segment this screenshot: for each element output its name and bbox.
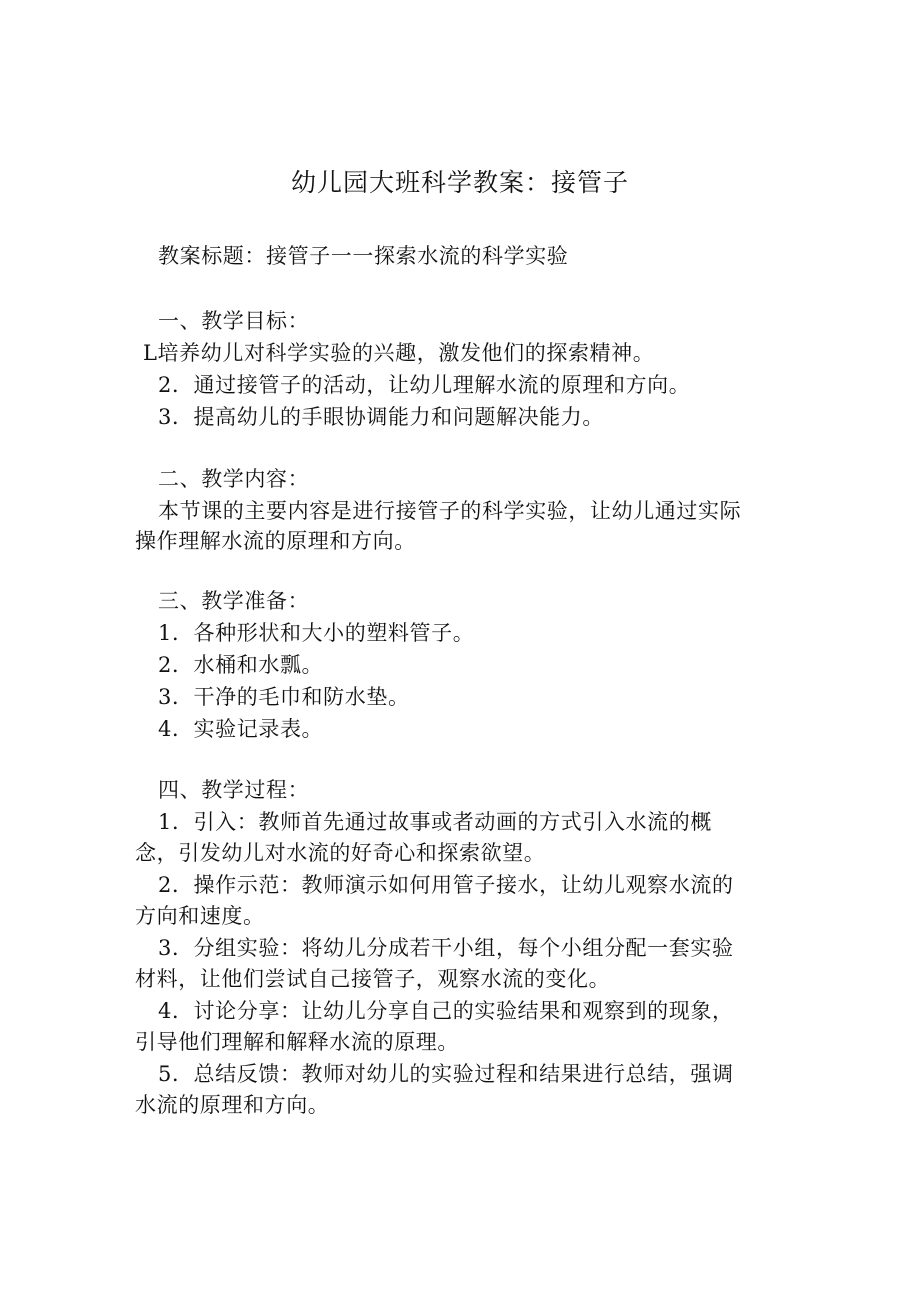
process-step-2-line-1: 2．操作示范：教师演示如何用管子接水，让幼儿观察水流的 bbox=[158, 873, 734, 897]
process-step-4-line-1: 4．讨论分享：让幼儿分享自己的实验结果和观察到的现象， bbox=[158, 999, 734, 1023]
process-step-3-line-2: 材料，让他们尝试自己接管子，观察水流的变化。 bbox=[135, 967, 611, 991]
goal-item-1: L培养幼儿对科学实验的兴趣，激发他们的探索精神。 bbox=[143, 341, 655, 365]
lesson-subtitle: 教案标题：接管子一一探索水流的科学实验 bbox=[158, 244, 569, 268]
process-step-3-line-1: 3．分组实验：将幼儿分成若干小组，每个小组分配一套实验 bbox=[158, 936, 734, 960]
page-title: 幼儿园大班科学教案：接管子 bbox=[290, 168, 629, 197]
section-heading-process: 四、教学过程： bbox=[158, 778, 310, 802]
prep-item-2: 2．水桶和水瓢。 bbox=[158, 653, 324, 677]
content-paragraph-line-2: 操作理解水流的原理和方向。 bbox=[135, 529, 416, 553]
goal-item-3: 3．提高幼儿的手眼协调能力和问题解决能力。 bbox=[158, 405, 604, 429]
process-step-1-line-2: 念，引发幼儿对水流的好奇心和探索欲望。 bbox=[135, 841, 546, 865]
process-step-5-line-1: 5．总结反馈：教师对幼儿的实验过程和结果进行总结，强调 bbox=[158, 1062, 734, 1086]
content-paragraph-line-1: 本节课的主要内容是进行接管子的科学实验，让幼儿通过实际 bbox=[158, 499, 742, 523]
process-step-5-line-2: 水流的原理和方向。 bbox=[135, 1093, 330, 1117]
section-heading-goals: 一、教学目标： bbox=[158, 309, 310, 333]
prep-item-1: 1．各种形状和大小的塑料管子。 bbox=[158, 621, 475, 645]
process-step-1-line-1: 1．引入：教师首先通过故事或者动画的方式引入水流的概 bbox=[158, 810, 712, 834]
process-step-4-line-2: 引导他们理解和解释水流的原理。 bbox=[135, 1030, 459, 1054]
prep-item-4: 4．实验记录表。 bbox=[158, 717, 324, 741]
goal-item-2: 2．通过接管子的活动，让幼儿理解水流的原理和方向。 bbox=[158, 373, 691, 397]
section-heading-content: 二、教学内容： bbox=[158, 467, 310, 491]
process-step-2-line-2: 方向和速度。 bbox=[135, 904, 265, 928]
section-heading-preparation: 三、教学准备： bbox=[158, 589, 310, 613]
prep-item-3: 3．干净的毛巾和防水垫。 bbox=[158, 685, 410, 709]
